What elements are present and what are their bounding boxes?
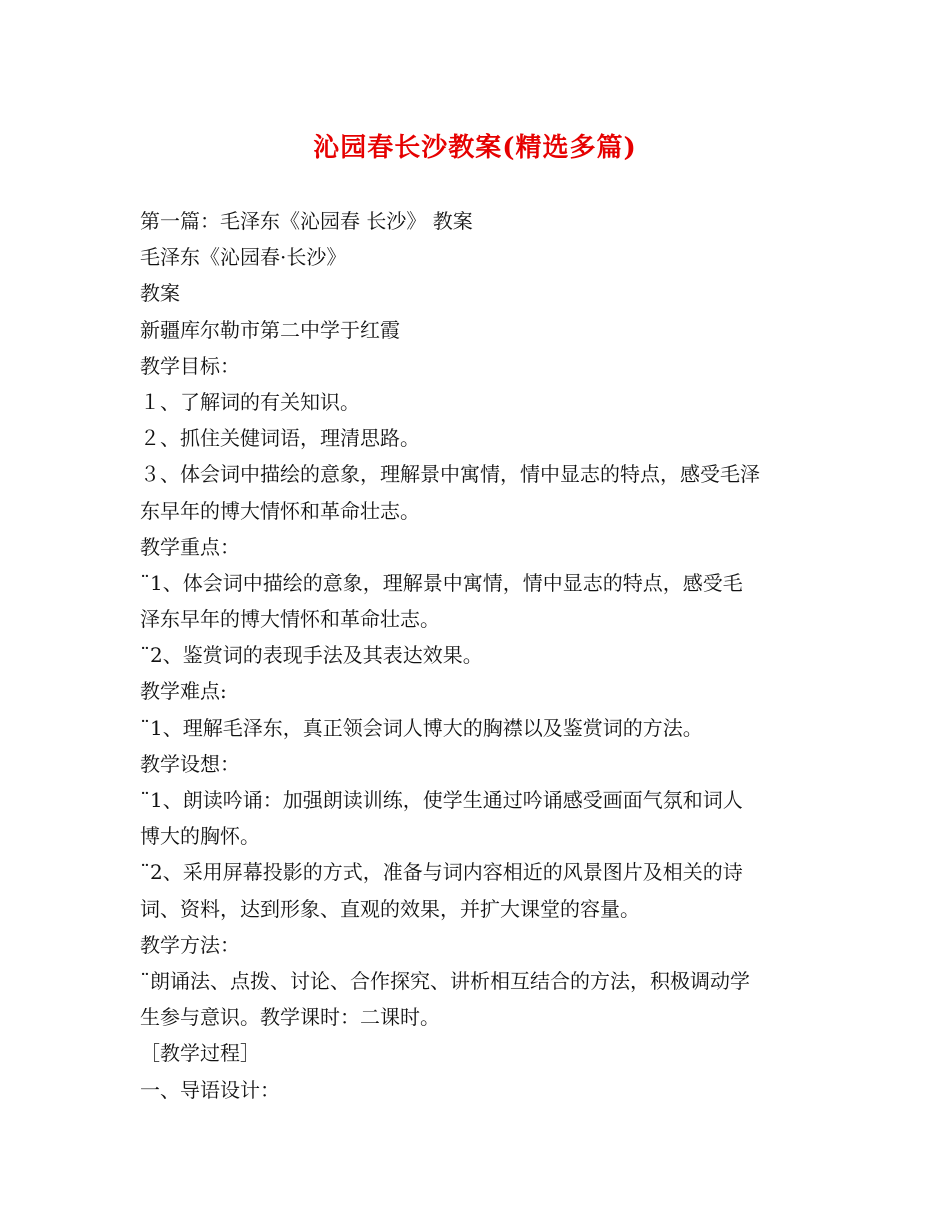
section-heading: 教学目标： xyxy=(140,353,240,378)
text-line: 生参与意识。教学课时：二课时。 xyxy=(140,1005,440,1030)
section-heading: 教学方法： xyxy=(140,932,240,957)
text-line: ¨2、鉴赏词的表现手法及其表达效果。 xyxy=(140,643,483,668)
text-line: 毛泽东《沁园春·长沙》 xyxy=(140,245,347,270)
text-line: ２、抓住关健词语，理清思路。 xyxy=(140,426,420,451)
text-line: 东早年的博大情怀和革命壮志。 xyxy=(140,498,420,523)
document-title: 沁园春长沙教案(精选多篇) xyxy=(313,133,637,163)
section-heading: 教学难点: xyxy=(140,679,227,704)
section-heading: 教学设想： xyxy=(140,751,240,776)
document-body xyxy=(140,203,820,1108)
text-line: １、了解词的有关知识。 xyxy=(140,389,360,414)
text-line: 第一篇：毛泽东《沁园春 长沙》 教案 xyxy=(140,209,473,233)
text-line: 博大的胸怀。 xyxy=(140,824,260,849)
text-line: 词、资料，达到形象、直观的效果，并扩大课堂的容量。 xyxy=(140,896,640,921)
section-heading: 一、导语设计： xyxy=(140,1077,280,1102)
text-line: 泽东早年的博大情怀和革命壮志。 xyxy=(140,607,440,632)
section-heading: 教学重点： xyxy=(140,534,240,559)
text-line: ¨2、采用屏幕投影的方式，准备与词内容相近的风景图片及相关的诗 xyxy=(140,860,743,885)
text-line: ¨1、体会词中描绘的意象，理解景中寓情，情中显志的特点，感受毛 xyxy=(140,570,743,595)
text-line: 教案 xyxy=(140,281,180,306)
text-line: ３、体会词中描绘的意象，理解景中寓情，情中显志的特点，感受毛泽 xyxy=(140,462,760,487)
text-line: ¨朗诵法、点拨、讨论、合作探究、讲析相互结合的方法，积极调动学 xyxy=(140,968,750,993)
text-line: 新疆库尔勒市第二中学于红霞 xyxy=(140,317,400,342)
section-heading: ［教学过程］ xyxy=(140,1041,260,1066)
text-line: ¨1、朗读吟诵：加强朗读训练，使学生通过吟诵感受画面气氛和词人 xyxy=(140,788,743,812)
text-line: ¨1、理解毛泽东，真正领会词人博大的胸襟以及鉴赏词的方法。 xyxy=(140,715,703,740)
